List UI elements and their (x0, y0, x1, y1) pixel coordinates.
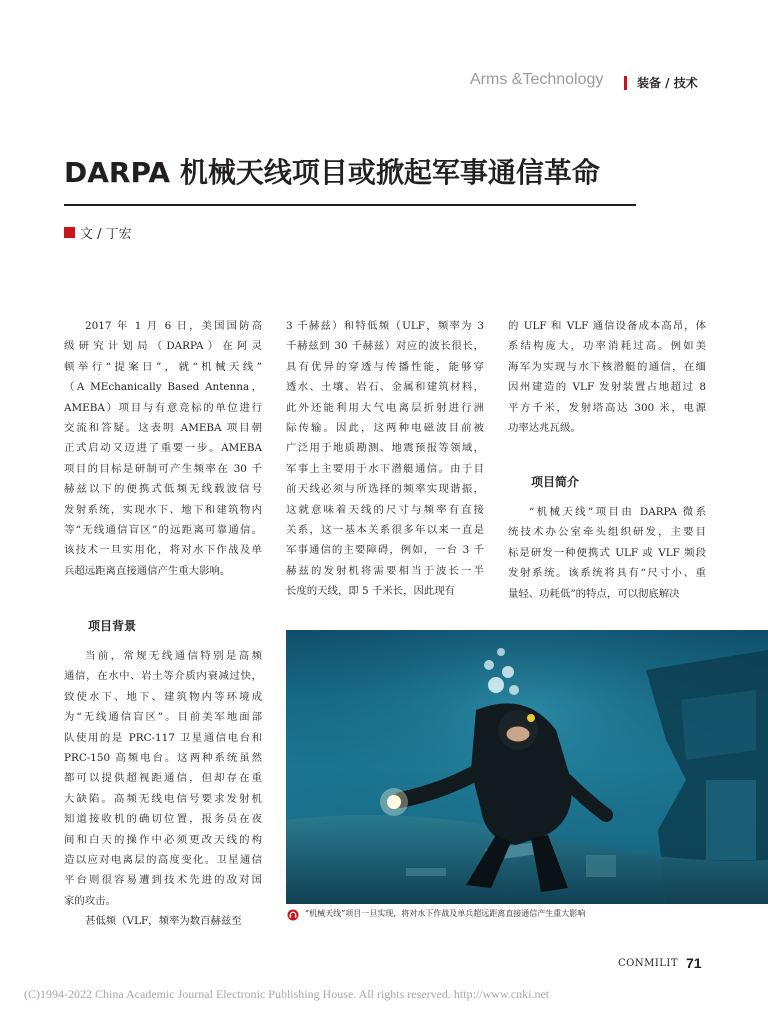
text-line: 际传输。因此，这两种电磁波目前被 (286, 421, 484, 434)
text-line: 因州建造的 VLF 发射装置占地超过 8 (508, 381, 706, 394)
column-2 (286, 316, 484, 601)
text-line: 交流和答疑。这表明 AMEBA 项目朝 (64, 421, 262, 434)
text-line: 此外还能利用大气电离层折射进行洲 (286, 401, 484, 414)
text-line: 当前，常规无线通信特别是高频 (85, 650, 262, 662)
text-line: 间和白天的操作中必须更改天线的构 (64, 833, 262, 846)
text-line: 标是研发一种便携式 ULF 或 VLF 频段 (508, 546, 706, 559)
text-line: 系结构庞大，功率消耗过高。例如美 (508, 340, 706, 353)
text-line: 军事上主要用于水下潜艇通信。由于目 (286, 462, 484, 475)
author-marker (64, 227, 75, 238)
section-label-cn: 装备 / 技术 (637, 76, 698, 90)
copyright-line: (C)1994-2022 China Academic Journal Electronic Publishing House. All rights reserved. http://www.cnki.net (24, 987, 550, 1001)
text-line: 功率达兆瓦级。 (508, 421, 581, 434)
text-line: 具有优异的穿透与传播性能，能够穿 (286, 360, 484, 373)
text-line: 等“无线通信盲区”的远距离可靠通信。 (64, 523, 262, 536)
text-line: 2017 年 1 月 6 日，美国国防高 (85, 320, 262, 332)
title-rule (64, 204, 636, 206)
text-line: “机械天线”项目由 DARPA 微系 (529, 506, 706, 518)
text-line: 顿举行“提案日”，就“机械天线” (64, 360, 262, 373)
heading-project-background: 项目背景 (88, 619, 137, 633)
photo-caption-icon (287, 909, 299, 921)
section-label-en: Arms &Technology (470, 71, 604, 88)
text-line: 兵超远距离直接通信产生重大影响。 (64, 564, 231, 577)
text-line: 都可以提供超视距通信，但却存在重 (64, 772, 262, 785)
text-line: 海军为实现与水下核潜艇的通信，在缅 (508, 360, 706, 373)
text-line: PRC-150 高频电台。这两种系统虽然 (64, 751, 262, 764)
text-line: 长度的天线，即 5 千米长，因此现有 (286, 585, 456, 598)
text-line: 家的攻击。 (64, 894, 116, 907)
text-line: 大缺陷。高频无线电信号要求发射机 (64, 792, 262, 805)
text-line: 队使用的是 PRC-117 卫星通信电台和 (64, 731, 262, 744)
underwater-diver-image (286, 630, 768, 904)
text-line: 关系，这一基本关系很多年以来一直是 (286, 523, 484, 536)
magazine-name: CONMILIT (618, 958, 679, 969)
text-line: 甚低频（VLF，频率为数百赫兹至 (85, 915, 242, 928)
column-1-top (64, 316, 262, 581)
column-3-bottom (508, 502, 706, 604)
text-line: 这就意味着天线的尺寸与频率有直接 (286, 503, 484, 516)
text-line: 发射系统。该系统将具有“尺寸小、重 (508, 567, 706, 580)
text-line: 知道接收机的确切位置，报务员在夜 (64, 813, 262, 826)
text-line: 广泛用于地质勘测、地震预报等领域， (286, 442, 484, 455)
heading-project-intro: 项目简介 (531, 475, 580, 489)
text-line: 前天线必须与所选择的频率实现谐振， (286, 483, 484, 496)
text-line: 项目的目标是研制可产生频率在 30 千 (64, 462, 262, 475)
text-line: 的 ULF 和 VLF 通信设备成本高昂，体 (508, 320, 706, 332)
text-line: 赫兹以下的便携式低频无线载波信号 (64, 483, 262, 496)
text-line: 赫兹的发射机将需要相当于波长一半 (286, 564, 484, 577)
article-title: DARPA 机械天线项目或掀起军事通信革命 (64, 156, 600, 189)
text-line: 量轻、功耗低”的特点，可以彻底解决 (508, 587, 680, 600)
text-line: （A MEchanically Based Antenna， (64, 381, 262, 394)
text-line: 级研究计划局（DARPA）在阿灵 (64, 340, 262, 353)
text-line: AMEBA）项目与有意竞标的单位进行 (64, 401, 262, 414)
diver-photo (286, 630, 768, 904)
text-line: 发射系统，实现水下、地下和建筑物内 (64, 503, 262, 516)
text-line: 致使水下、地下、建筑物内等环境成 (64, 690, 262, 703)
page-number: 71 (686, 955, 702, 971)
text-line: 平台则很容易遭到技术先进的敌对国 (64, 874, 262, 887)
column-3-top (508, 316, 706, 438)
text-line: 透水、土壤、岩石、金属和建筑材料， (286, 381, 484, 394)
text-line: 3 千赫兹）和特低频（ULF，频率为 3 (286, 320, 484, 332)
text-line: 军事通信的主要障碍，例如，一台 3 千 (286, 544, 484, 557)
header-divider (624, 76, 627, 90)
author-byline: 文 / 丁宏 (80, 227, 132, 242)
text-line: 统技术办公室牵头组织研发，主要目 (508, 526, 706, 539)
text-line: 正式启动又迈进了重要一步。AMEBA (64, 442, 262, 455)
text-line: 千赫兹到 30 千赫兹）对应的波长很长， (286, 340, 484, 353)
text-line: 通信，在水中、岩土等介质内衰减过快， (64, 670, 262, 683)
text-line: 造以应对电离层的高度变化。卫星通信 (64, 853, 262, 866)
text-line: 平方千米，发射塔高达 300 米，电源 (508, 401, 706, 414)
photo-caption: “机械天线”项目一旦实现，将对水下作战及单兵超远距离直接通信产生重大影响 (305, 909, 586, 918)
column-1-bottom (64, 646, 262, 931)
text-line: 该技术一旦实用化，将对水下作战及单 (64, 544, 262, 557)
text-line: 为“无线通信盲区”。目前美军地面部 (64, 711, 262, 724)
